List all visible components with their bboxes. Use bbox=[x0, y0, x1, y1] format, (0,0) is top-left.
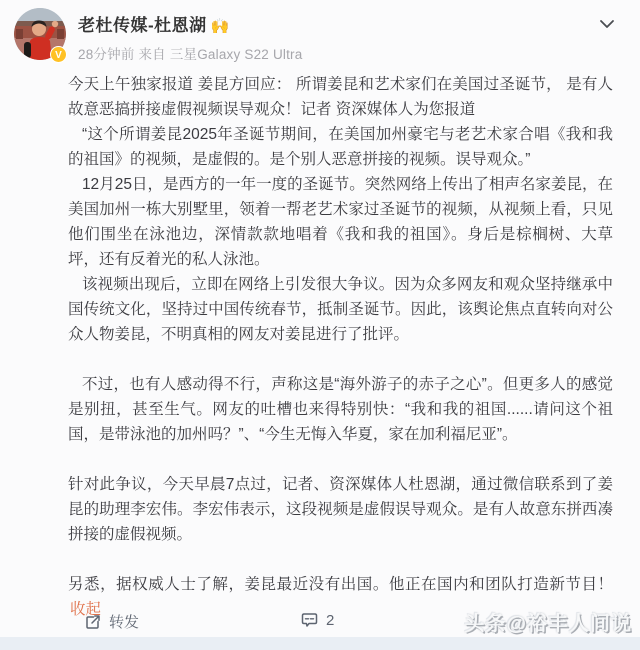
username-text: 老杜传媒-杜恩湖 bbox=[78, 16, 207, 35]
repost-icon bbox=[84, 613, 102, 631]
watermark: 头条@裕丰人间说 bbox=[464, 613, 632, 635]
post-paragraph-text: 另悉，据权威人士了解，姜昆最近没有出国。他正在国内和团队打造新节目！ bbox=[68, 576, 613, 593]
collapse-link[interactable]: 收起 bbox=[70, 601, 102, 618]
comment-icon bbox=[300, 611, 319, 629]
raised-hands-emoji: 🙌 bbox=[210, 18, 230, 35]
timestamp-source: 28分钟前 来自 三星Galaxy S22 Ultra bbox=[78, 47, 303, 62]
comment-button[interactable] bbox=[300, 611, 334, 629]
bottom-divider bbox=[0, 637, 640, 650]
chevron-down-icon[interactable] bbox=[596, 13, 618, 35]
post-paragraph: 该视频出现后，立即在网络上引发很大争议。因为众多网友和观众坚持继承中国传统文化，坚持过中国传统春节，抵制圣诞节。因此，该舆论焦点直转向对公众人物姜昆，不明真相的网友对姜昆进行了批评。 bbox=[68, 276, 613, 343]
repost-button[interactable] bbox=[84, 611, 139, 632]
post-paragraph: 针对此争议，今天早晨7点过，记者、资深媒体人杜恩湖，通过微信联系到了姜昆的助理李宏伟。李宏伟表示，这段视频是虚假误导观众。是有人故意东拼西凑拼接的虚假视频。 bbox=[68, 476, 613, 543]
post-paragraph: 12月25日，是西方的一年一度的圣诞节。突然网络上传出了相声名家姜昆，在美国加州一栋大别墅里，领着一帮老艺术家过圣诞节的视频，从视频上看，只见他们围坐在泳池边，深情款款地唱着《我和我的祖国》。身后是棕榈树、大草坪，还有反着光的私人泳池。 bbox=[68, 176, 613, 268]
username[interactable] bbox=[78, 11, 302, 36]
post-header bbox=[14, 8, 626, 64]
name-block bbox=[78, 11, 302, 63]
verified-v-badge-icon: V bbox=[50, 46, 67, 63]
post-content bbox=[68, 72, 613, 622]
post-paragraph: “这个所谓姜昆2025年圣诞节期间，在美国加州豪宅与老艺术家合唱《我和我的祖国》的视频，是虚假的。是个别人恶意拼接的视频。误导观众。” bbox=[68, 126, 613, 168]
post-toolbar bbox=[0, 607, 640, 637]
post-paragraph: 今天上午独家报道 姜昆方回应： 所谓姜昆和艺术家们在美国过圣诞节， 是有人故意恶搞拼接虚假视频误导观众！记者 资深媒体人为您报道 bbox=[68, 76, 613, 118]
repost-label: 转发 bbox=[109, 614, 140, 631]
post-paragraph: 不过，也有人感动得不行，声称这是“海外游子的赤子之心”。但更多人的感觉是别扭，甚至生气。网友的吐槽也来得特别快：“我和我的祖国......请问这个祖国，是带泳池的加州吗？”、“今生无悔入华夏，家在加利福尼亚”。 bbox=[68, 376, 613, 443]
comment-count: 2 bbox=[326, 611, 335, 629]
